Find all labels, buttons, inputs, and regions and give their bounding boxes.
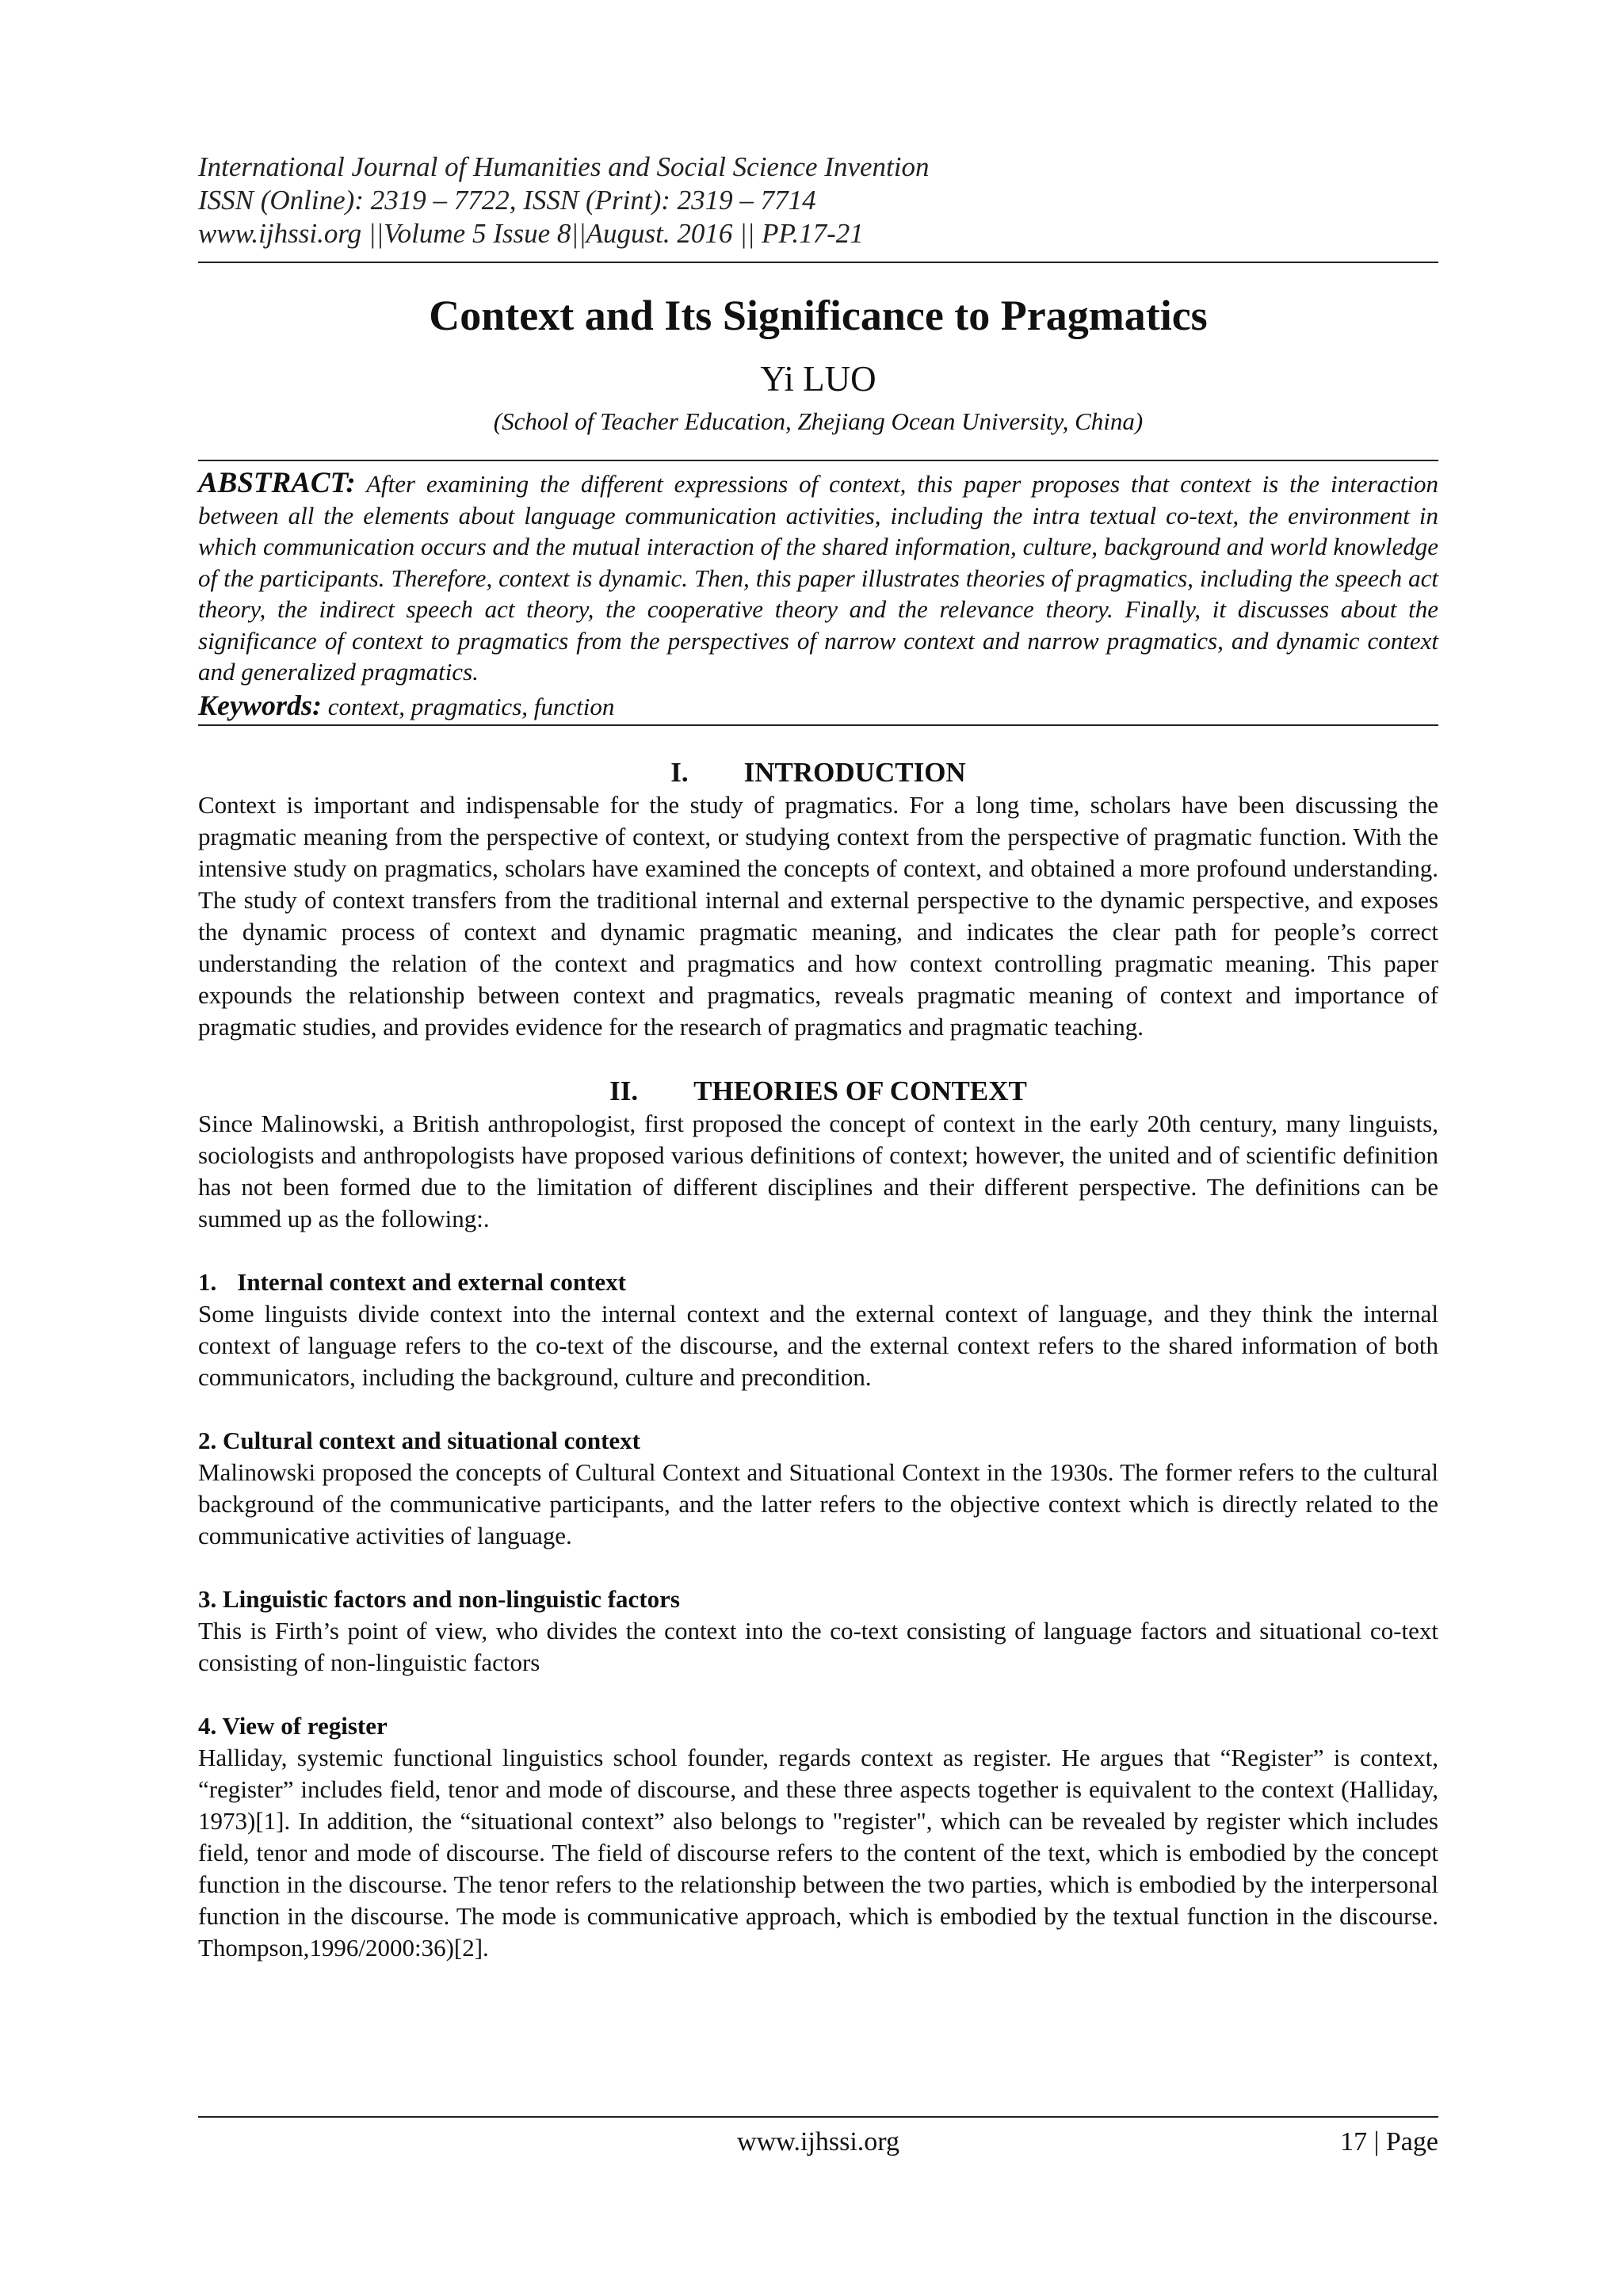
author-name: Yi LUO (760, 359, 876, 399)
paper-page (198, 151, 1438, 1964)
subsection-heading-2 (198, 1425, 1438, 1457)
theories-paragraph: Since Malinowski, a British anthropologist, first proposed the concept of context in the early 20th century, many linguists, sociologists and anthropologists have proposed various definitions of context; however, the united and of scientific definition has not been formed due to the limitation of different disciplines and their different perspective. The definitions can be summed up as the following:. (198, 1109, 1438, 1232)
journal-volume: www.ijhssi.org ||Volume 5 Issue 8||August. 2016 || PP.17-21 (198, 218, 864, 249)
subsection-title: Linguistic factors and non-linguistic factors (223, 1584, 680, 1613)
keywords (198, 690, 1438, 723)
section-title: THEORIES OF CONTEXT (693, 1075, 1027, 1106)
section-number: I. (670, 756, 689, 788)
subsection-paragraph-3: This is Firth’s point of view, who divides the context into the co-text consisting of language factors and situational co-text consisting of non-linguistic factors (198, 1616, 1438, 1676)
author-affiliation: (School of Teacher Education, Zhejiang Ocean University, China) (493, 407, 1144, 435)
subsection-title: Internal context and external context (237, 1267, 626, 1296)
section-heading-introduction (198, 756, 1438, 789)
subsection-paragraph-2: Malinowski proposed the concepts of Cultural Context and Situational Context in the 1930s. The former refers to the cultural background of the communicative participants, and the latter refers to the objective context which is directly related to the communicative activities of language. (198, 1457, 1438, 1549)
footer-row (198, 2122, 1438, 2162)
journal-name: International Journal of Humanities and Social Science Invention (198, 151, 930, 182)
header-rule (198, 262, 1438, 263)
subsection-heading-1 (198, 1266, 1438, 1298)
abstract-bottom-rule (198, 724, 1438, 726)
abstract (198, 468, 1438, 688)
section-title: INTRODUCTION (743, 756, 966, 788)
abstract-top-rule (198, 460, 1438, 461)
section-heading-theories (198, 1075, 1438, 1108)
subsection-title: View of register (222, 1711, 388, 1740)
subsection-heading-4 (198, 1710, 1438, 1742)
page-footer (198, 2116, 1438, 2162)
subsection-paragraph-4: Halliday, systemic functional linguistics school founder, regards context as register. He argues that “Register” is context, “register” includes field, tenor and mode of discourse, and these three aspects together is equivalent to the context (Halliday, 1973)[1]. In addition, the “situational context” also belongs to "register", which can be revealed by register which includes field, tenor and mode of discourse. The field of discourse refers to the content of the text, which is embodied by the concept function in the discourse. The tenor refers to the relationship between the two parties, which is embodied by the interpersonal function in the discourse. The mode is communicative approach, which is embodied by the textual function in the discourse. Thompson,1996/2000:36)[2]. (198, 1743, 1438, 1962)
section-number: II. (609, 1075, 639, 1106)
journal-header (198, 151, 1438, 250)
journal-issn: ISSN (Online): 2319 – 7722, ISSN (Print): 2319 – 7714 (198, 185, 816, 216)
subsection-number: 4. (198, 1711, 217, 1740)
subsection-number: 3. (198, 1584, 217, 1613)
keywords-text: context, pragmatics, function (327, 692, 615, 720)
paper-title: Context and Its Significance to Pragmatics (429, 292, 1208, 339)
subsection-title: Cultural context and situational context (223, 1426, 640, 1454)
subsection-heading-3 (198, 1584, 1438, 1615)
page-number: 17 | Page (1340, 2127, 1438, 2157)
subsection-number: 2. (198, 1426, 217, 1454)
abstract-text: After examining the different expressions of context, this paper proposes that context is the interaction between all the elements about language communication activities, including the intra textual co-text, the environment in which communication occurs and the mutual interaction of the shared information, culture, background and world knowledge of the participants. Therefore, context is dynamic. Then, this paper illustrates theories of pragmatics, including the speech act theory, the indirect speech act theory, the cooperative theory and the relevance theory. Finally, it discusses about the significance of context to pragmatics from the perspectives of narrow context and narrow pragmatics, and dynamic context and generalized pragmatics. (198, 470, 1438, 686)
footer-url[interactable]: www.ijhssi.org (737, 2127, 899, 2157)
subsection-number: 1. (198, 1267, 217, 1296)
introduction-paragraph: Context is important and indispensable for the study of pragmatics. For a long time, scholars have been discussing the pragmatic meaning from the perspective of context, or studying context from the perspective of pragmatic function. With the intensive study on pragmatics, scholars have examined the concepts of context, and obtained a more profound understanding. The study of context transfers from the traditional internal and external perspective to the dynamic perspective, and exposes the dynamic process of context and dynamic pragmatic meaning, and indicates the clear path for people’s correct understanding the relation of the context and pragmatics and how context controlling pragmatic meaning. This paper expounds the relationship between context and pragmatics, reveals pragmatic meaning of context and importance of pragmatic studies, and provides evidence for the research of pragmatics and pragmatic teaching. (198, 790, 1438, 1041)
abstract-label: ABSTRACT: (198, 467, 356, 499)
subsection-paragraph-1: Some linguists divide context into the internal context and the external context of language, and they think the internal context of language refers to the co-text of the discourse, and the external context refers to the shared information of both communicators, including the background, culture and precondition. (198, 1299, 1438, 1391)
footer-rule (198, 2116, 1438, 2118)
keywords-label: Keywords: (198, 689, 322, 721)
